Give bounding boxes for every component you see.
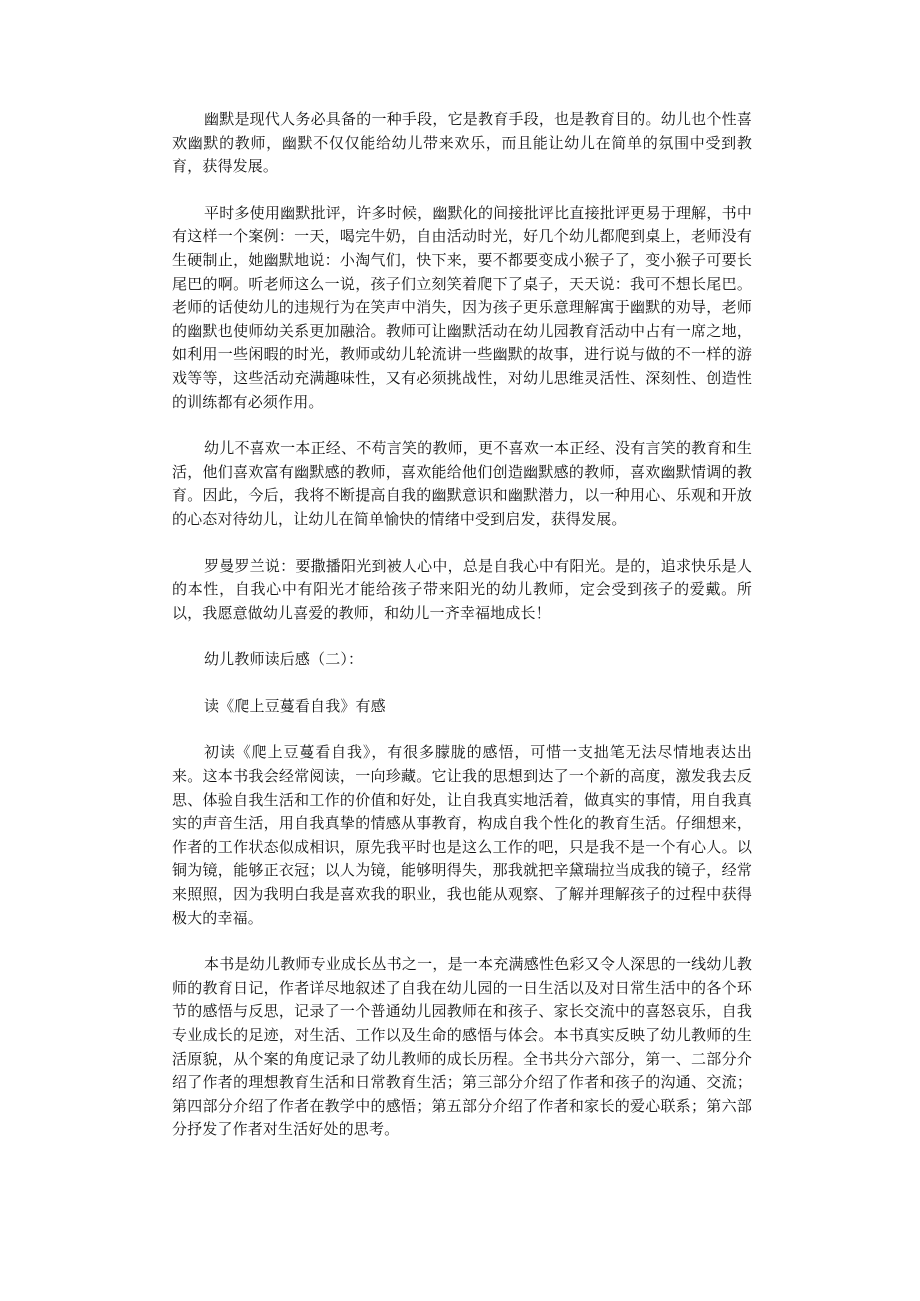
paragraph-romain-rolland: 罗曼罗兰说：要撒播阳光到被人心中，总是自我心中有阳光。是的，追求快乐是人的本性，自我心中有阳光才能给孩子带来阳光的幼儿教师，定会受到孩子的爱戴。所以，我愿意做幼儿喜爱的教师，和幼儿一齐幸福地成长！: [172, 556, 752, 622]
paragraph-humor-means: 幽默是现代人务必具备的一种手段，它是教育手段，也是教育目的。幼儿也个性喜欢幽默的教师，幽默不仅仅能给幼儿带来欢乐，而且能让幼儿在简单的氛围中受到教育，获得发展。: [172, 110, 752, 176]
section-subheading: 读《爬上豆蔓看自我》有感: [204, 696, 386, 715]
paragraph-humor-teacher: 幼儿不喜欢一本正经、不苟言笑的教师，更不喜欢一本正经、没有言笑的教育和生活，他们喜欢富有幽默感的教师，喜欢能给他们创造幽默感的教师，喜欢幽默情调的教育。因此，今后，我将不断提高自我的幽默意识和幽默潜力，以一种用心、乐观和开放的心态对待幼儿，让幼儿在简单愉快的情绪中受到启发，获得发展。: [172, 439, 752, 528]
section-heading: 幼儿教师读后感（二）：: [204, 650, 364, 669]
document-page: [172, 108, 752, 1165]
paragraph-first-reading: 初读《爬上豆蔓看自我》，有很多朦胧的感悟，可惜一支拙笔无法尽情地表达出来。这本书我会经常阅读，一向珍藏。它让我的思想到达了一个新的高度，激发我去反思、体验自我生活和工作的价值和好处，让自我真实地活着，做真实的事情，用自我真实的声音生活，用自我真挚的情感从事教育，构成自我个性化的教育生活。仔细想来，作者的工作状态似成相识，原先我平时也是这么工作的吧，只是我不是一个有心人。以铜为镜，能够正衣冠；以人为镜，能够明得失，那我就把辛黛瑞拉当成我的镜子，经常来照照，因为我明白我是喜欢我的职业，我也能从观察、了解并理解孩子的过程中获得极大的幸福。: [172, 743, 752, 927]
paragraph-humor-criticism: 平时多使用幽默批评，许多时候，幽默化的间接批评比直接批评更易于理解，书中有这样一个案例：一天，喝完牛奶，自由活动时光，好几个幼儿都爬到桌上，老师没有生硬制止，她幽默地说：小淘气们，快下来，要不都要变成小猴子了，变小猴子可要长尾巴的啊。听老师这么一说，孩子们立刻笑着爬下了桌子，天天说：我可不想长尾巴。老师的话使幼儿的违规行为在笑声中消失，因为孩子更乐意理解寓于幽默的劝导，老师的幽默也使师幼关系更加融洽。教师可让幽默活动在幼儿园教育活动中占有一席之地，如利用一些闲暇的时光，教师或幼儿轮流讲一些幽默的故事，进行说与做的不一样的游戏等等，这些活动充满趣味性，又有必须挑战性，对幼儿思维灵活性、深刻性、创造性的训练都有必须作用。: [172, 203, 752, 411]
paragraph-book-summary: 本书是幼儿教师专业成长丛书之一，是一本充满感性色彩又令人深思的一线幼儿教师的教育日记，作者详尽地叙述了自我在幼儿园的一日生活以及对日常生活中的各个环节的感悟与反思，记录了一个普通幼儿园教师在和孩子、家长交流中的喜怒哀乐，自我专业成长的足迹，对生活、工作以及生命的感悟与体会。本书真实反映了幼儿教师的生活原貌，从个案的角度记录了幼儿教师的成长历程。全书共分六部分，第一、二部分介绍了作者的理想教育生活和日常教育生活；第三部分介绍了作者和孩子的沟通、交流；第四部分介绍了作者在教学中的感悟；第五部分介绍了作者和家长的爱心联系；第六部分抒发了作者对生活好处的思考。: [172, 955, 752, 1139]
